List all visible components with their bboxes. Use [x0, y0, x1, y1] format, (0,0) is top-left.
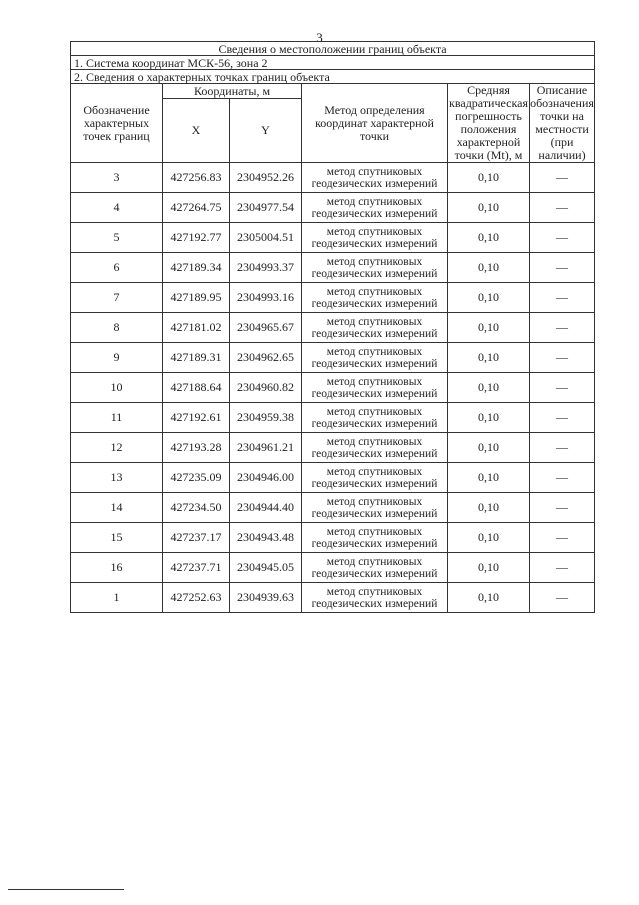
header-description: Описание обозначения точки на местности (при наличии) — [530, 83, 594, 162]
table-row — [71, 223, 595, 253]
y-cell: 2304977.54 — [230, 193, 302, 223]
y-cell: 2304939.63 — [230, 583, 302, 613]
description-cell: — — [530, 163, 595, 193]
description-cell: — — [530, 403, 595, 433]
x-cell: 427193.28 — [163, 433, 230, 463]
y-cell: 2304946.00 — [230, 463, 302, 493]
x-cell: 427235.09 — [163, 463, 230, 493]
table-row — [71, 343, 595, 373]
method-cell: метод спутниковых геодезических измерений — [302, 463, 448, 493]
error-cell: 0,10 — [448, 253, 530, 283]
error-cell: 0,10 — [448, 193, 530, 223]
description-cell: — — [530, 463, 595, 493]
x-cell: 427256.83 — [163, 163, 230, 193]
error-cell: 0,10 — [448, 373, 530, 403]
point-cell: 16 — [71, 553, 163, 583]
table-row — [71, 523, 595, 553]
x-cell: 427252.63 — [163, 583, 230, 613]
table-row — [71, 373, 595, 403]
error-cell: 0,10 — [448, 583, 530, 613]
description-cell: — — [530, 343, 595, 373]
method-cell: метод спутниковых геодезических измерений — [302, 253, 448, 283]
header-error: Средняя квадратическая погрешность положения характерной точки (Mt), м — [449, 83, 528, 162]
point-cell: 15 — [71, 523, 163, 553]
method-cell: метод спутниковых геодезических измерений — [302, 373, 448, 403]
x-cell: 427189.34 — [163, 253, 230, 283]
point-cell: 11 — [71, 403, 163, 433]
point-cell: 3 — [71, 163, 163, 193]
method-cell: метод спутниковых геодезических измерений — [302, 223, 448, 253]
y-cell: 2304945.05 — [230, 553, 302, 583]
y-cell: 2304944.40 — [230, 493, 302, 523]
point-cell: 13 — [71, 463, 163, 493]
table-row — [71, 493, 595, 523]
error-cell: 0,10 — [448, 313, 530, 343]
description-cell: — — [530, 283, 595, 313]
description-cell: — — [530, 223, 595, 253]
description-cell: — — [530, 523, 595, 553]
method-cell: метод спутниковых геодезических измерений — [302, 493, 448, 523]
table-row — [71, 553, 595, 583]
method-cell: метод спутниковых геодезических измерений — [302, 313, 448, 343]
description-cell: — — [530, 313, 595, 343]
x-cell: 427234.50 — [163, 493, 230, 523]
table-row — [71, 583, 595, 613]
footnote-separator — [8, 889, 124, 890]
table-title: Сведения о местоположении границ объекта — [71, 42, 595, 56]
header-method: Метод определения координат характерной точки — [302, 84, 448, 163]
x-cell: 427237.17 — [163, 523, 230, 553]
method-cell: метод спутниковых геодезических измерений — [302, 193, 448, 223]
table-row — [71, 283, 595, 313]
error-cell: 0,10 — [448, 523, 530, 553]
description-cell: — — [530, 253, 595, 283]
x-cell: 427181.02 — [163, 313, 230, 343]
description-cell: — — [530, 433, 595, 463]
error-cell: 0,10 — [448, 343, 530, 373]
error-cell: 0,10 — [448, 283, 530, 313]
error-cell: 0,10 — [448, 463, 530, 493]
error-cell: 0,10 — [448, 223, 530, 253]
method-cell: метод спутниковых геодезических измерений — [302, 343, 448, 373]
point-cell: 5 — [71, 223, 163, 253]
error-cell: 0,10 — [448, 403, 530, 433]
table-row — [71, 433, 595, 463]
y-cell: 2304961.21 — [230, 433, 302, 463]
y-cell: 2304993.37 — [230, 253, 302, 283]
header-x: X — [163, 99, 230, 163]
points-section-line: 2. Сведения о характерных точках границ объекта — [71, 70, 595, 84]
point-cell: 8 — [71, 313, 163, 343]
header-y: Y — [230, 99, 302, 163]
x-cell: 427237.71 — [163, 553, 230, 583]
point-cell: 9 — [71, 343, 163, 373]
table-row — [71, 463, 595, 493]
x-cell: 427189.31 — [163, 343, 230, 373]
method-cell: метод спутниковых геодезических измерений — [302, 583, 448, 613]
header-point: Обозначение характерных точек границ — [71, 84, 163, 163]
description-cell: — — [530, 583, 595, 613]
table-row — [71, 193, 595, 223]
point-cell: 10 — [71, 373, 163, 403]
header-coords: Координаты, м — [163, 84, 302, 99]
error-cell: 0,10 — [448, 163, 530, 193]
table-row — [71, 163, 595, 193]
y-cell: 2304952.26 — [230, 163, 302, 193]
point-cell: 12 — [71, 433, 163, 463]
error-cell: 0,10 — [448, 493, 530, 523]
description-cell: — — [530, 373, 595, 403]
table-row — [71, 313, 595, 343]
table-row — [71, 253, 595, 283]
y-cell: 2304959.38 — [230, 403, 302, 433]
table-row — [71, 403, 595, 433]
method-cell: метод спутниковых геодезических измерений — [302, 283, 448, 313]
page-number: 3 — [316, 30, 323, 45]
y-cell: 2304965.67 — [230, 313, 302, 343]
description-cell: — — [530, 553, 595, 583]
method-cell: метод спутниковых геодезических измерений — [302, 163, 448, 193]
x-cell: 427189.95 — [163, 283, 230, 313]
y-cell: 2304960.82 — [230, 373, 302, 403]
error-cell: 0,10 — [448, 433, 530, 463]
point-cell: 6 — [71, 253, 163, 283]
point-cell: 4 — [71, 193, 163, 223]
description-cell: — — [530, 193, 595, 223]
point-cell: 14 — [71, 493, 163, 523]
boundary-points-table — [70, 41, 595, 613]
method-cell: метод спутниковых геодезических измерений — [302, 403, 448, 433]
x-cell: 427264.75 — [163, 193, 230, 223]
x-cell: 427192.61 — [163, 403, 230, 433]
x-cell: 427192.77 — [163, 223, 230, 253]
coordinate-system-line: 1. Система координат МСК-56, зона 2 — [71, 56, 595, 70]
method-cell: метод спутниковых геодезических измерений — [302, 433, 448, 463]
method-cell: метод спутниковых геодезических измерений — [302, 553, 448, 583]
y-cell: 2304943.48 — [230, 523, 302, 553]
description-cell: — — [530, 493, 595, 523]
point-cell: 7 — [71, 283, 163, 313]
y-cell: 2304993.16 — [230, 283, 302, 313]
y-cell: 2304962.65 — [230, 343, 302, 373]
y-cell: 2305004.51 — [230, 223, 302, 253]
method-cell: метод спутниковых геодезических измерений — [302, 523, 448, 553]
error-cell: 0,10 — [448, 553, 530, 583]
point-cell: 1 — [71, 583, 163, 613]
x-cell: 427188.64 — [163, 373, 230, 403]
